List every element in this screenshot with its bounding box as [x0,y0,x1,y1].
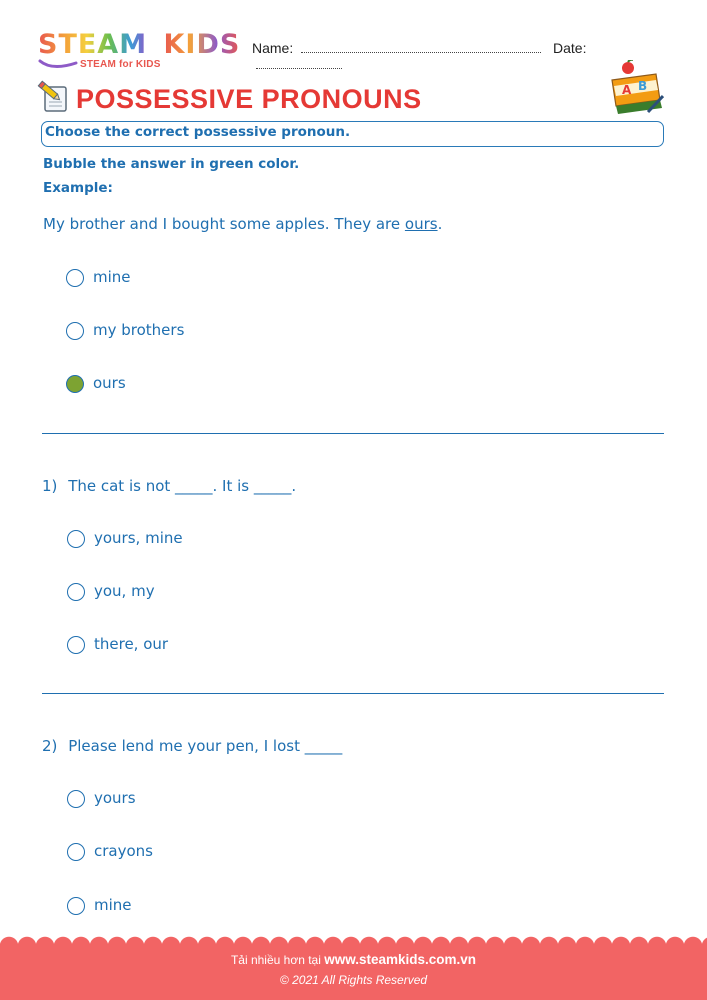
example-sentence-text: My brother and I bought some apples. They are [43,215,405,233]
footer-link-line [0,952,707,967]
abc-books-icon [608,60,664,116]
option-label: yours [94,789,136,807]
footer-prefix: Tải nhiều hơn tại [230,953,325,967]
section-divider [42,693,664,694]
option-label: my brothers [93,321,185,339]
section-divider [42,433,664,434]
page-title: POSSESSIVE PRONOUNS [76,84,422,114]
footer-copyright: © 2021 All Rights Reserved [279,973,428,987]
answer-bubble[interactable] [67,530,85,548]
example-sentence-end: . [437,215,443,233]
logo-swoosh-icon [38,57,78,71]
logo-subtitle: STEAM for KIDS [80,59,161,70]
footer-site-link[interactable]: www.steamkids.com.vn [324,952,477,967]
name-date-row [252,40,672,62]
steam-kids-logo [38,29,241,78]
svg-text:A: A [622,83,632,97]
question-text: Please lend me your pen, I lost _____ [68,737,343,755]
example-label: Example: [43,180,113,196]
option-label: yours, mine [94,529,183,547]
question-text: The cat is not _____. It is _____. [68,477,297,495]
title-row [36,80,676,116]
date-field[interactable] [256,56,342,69]
answer-bubble[interactable] [67,843,85,861]
pencil-paper-icon [36,80,72,114]
answer-bubble[interactable] [67,897,85,915]
option-label: crayons [94,842,153,860]
answer-bubble[interactable] [67,583,85,601]
question-2 [42,737,342,755]
option-label: mine [94,896,132,914]
answer-bubble[interactable] [67,636,85,654]
answer-bubble-filled[interactable] [66,375,84,393]
question-1 [42,477,296,495]
logo-title-kids: KIDS [163,29,241,60]
option-label: mine [93,268,131,286]
name-field[interactable] [301,40,541,53]
name-label: Name: [252,40,294,56]
date-label: Date: [553,40,587,56]
answer-bubble[interactable] [67,790,85,808]
answer-bubble[interactable] [66,269,84,287]
option-label: ours [93,374,126,392]
instruction-line2: Bubble the answer in green color. [43,156,300,172]
instruction-line1: Choose the correct possessive pronoun. [45,124,351,140]
question-number: 2) [42,737,58,755]
logo-title-steam: STEAM [38,29,148,60]
option-label: you, my [94,582,155,600]
answer-bubble[interactable] [66,322,84,340]
option-label: there, our [94,635,169,653]
svg-text:B: B [638,79,648,93]
example-answer: ours [404,215,438,233]
example-sentence [43,215,442,233]
question-number: 1) [42,477,58,495]
